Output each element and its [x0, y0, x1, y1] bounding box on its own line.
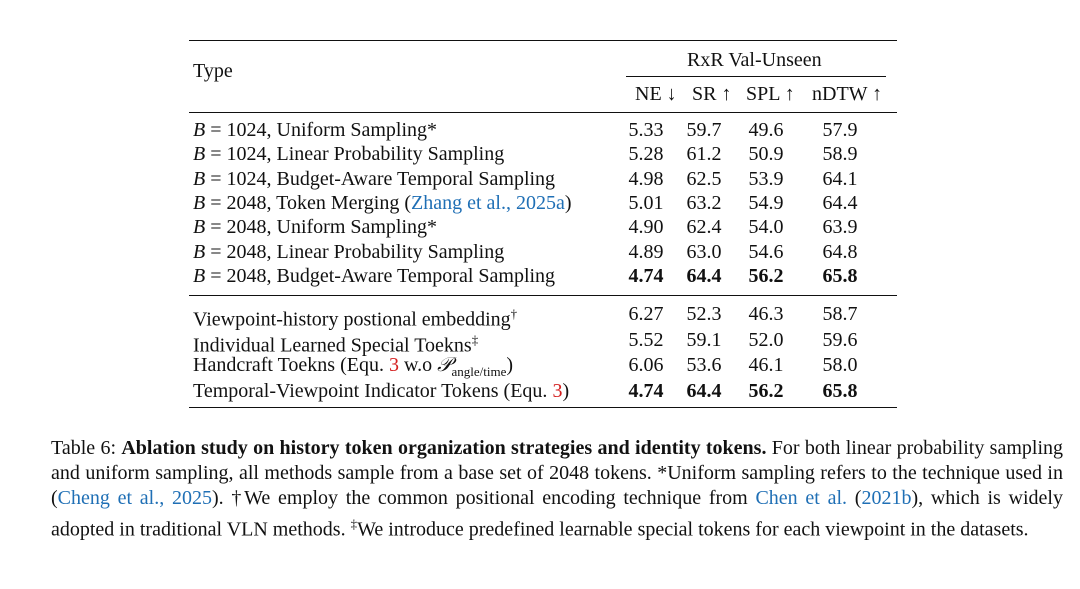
row-label-end: )	[562, 379, 570, 402]
table-cell: 63.9	[822, 216, 858, 239]
row-label-text: = 2048, Uniform Sampling*	[210, 216, 438, 239]
citation-cheng[interactable]: Cheng et al., 2025	[57, 487, 212, 509]
table-cell: 49.6	[748, 119, 784, 141]
top-rule	[189, 40, 897, 41]
table-cell: 63.2	[686, 191, 722, 214]
table-cell: 5.33	[628, 119, 664, 141]
table-cell: 63.0	[686, 240, 722, 263]
col-header-ne: NE ↓	[635, 83, 677, 105]
row-label-text: = 1024, Budget-Aware Temporal Sampling	[210, 167, 556, 190]
table-cell: 64.4	[686, 264, 722, 287]
row-label-text: = 1024, Uniform Sampling*	[210, 119, 438, 141]
bottom-rule	[189, 407, 897, 408]
equation-ref[interactable]: 3	[388, 354, 399, 376]
budget-symbol: B	[193, 167, 206, 190]
table-cell: 57.9	[822, 119, 858, 141]
table-caption	[51, 436, 1063, 543]
table-cell: 65.8	[822, 379, 858, 402]
footnote-mark: †	[510, 306, 518, 321]
col-header-spl: SPL ↑	[746, 83, 795, 105]
header-rule	[189, 112, 897, 113]
budget-symbol: B	[193, 264, 206, 287]
table-cell: 64.8	[822, 240, 858, 263]
row-label-end: )	[564, 191, 572, 214]
table-cell: 5.01	[628, 191, 664, 214]
caption-double-dagger: ‡	[350, 516, 358, 531]
budget-symbol: B	[193, 216, 206, 239]
table-cell: 4.74	[628, 379, 664, 402]
p-symbol: 𝒫	[437, 354, 452, 376]
row-label-text: = 2048, Linear Probability Sampling	[210, 240, 505, 263]
table-cell: 4.90	[628, 216, 664, 239]
table-cell: 52.3	[686, 303, 722, 325]
row-label	[193, 215, 437, 239]
table-cell: 5.52	[628, 328, 664, 351]
row-label-text: = 1024, Linear Probability Sampling	[210, 143, 505, 166]
citation-chen[interactable]: Chen et al.	[755, 487, 848, 509]
table-cell: 53.6	[686, 354, 722, 376]
group-header: RxR Val-Unseen	[687, 49, 822, 71]
table-cell: 6.27	[628, 303, 664, 325]
row-label-mid: w.o	[398, 354, 438, 376]
budget-symbol: B	[193, 191, 206, 214]
table-cell: 50.9	[748, 143, 784, 166]
col-header-sr: SR ↑	[692, 83, 732, 105]
row-label-text: = 2048, Budget-Aware Temporal Sampling	[210, 264, 556, 287]
p-subscript: angle/time	[451, 364, 507, 379]
caption-text-3: (	[847, 487, 862, 509]
budget-symbol: B	[193, 240, 206, 263]
table-cell: 5.28	[628, 143, 664, 166]
type-header: Type	[193, 60, 233, 82]
table-cell: 59.1	[686, 328, 722, 351]
row-label	[193, 118, 437, 142]
table-cell: 64.1	[822, 167, 858, 190]
table-cell: 4.89	[628, 240, 664, 263]
row-label	[193, 379, 569, 403]
citation-zhang[interactable]: Zhang et al., 2025a	[411, 191, 565, 214]
budget-symbol: B	[193, 119, 206, 141]
citation-chen-year[interactable]: 2021b	[861, 487, 912, 509]
table-cell: 46.3	[748, 303, 784, 325]
table-cell: 6.06	[628, 354, 664, 376]
table-cell: 61.2	[686, 143, 722, 166]
col-header-ndtw: nDTW ↑	[812, 83, 883, 105]
caption-text-2: ). †We employ the common positional encoding technique from	[211, 487, 756, 509]
caption-label: Table 6:	[51, 437, 122, 459]
caption-text-1: For both linear probability sampling and uniform sampling, all methods sample from a base set of 2048 tokens. *Uniform sampling refers to the technique used in (	[51, 437, 1063, 509]
row-label-end: )	[506, 354, 514, 376]
table-cell: 46.1	[748, 354, 784, 376]
table-cell: 58.9	[822, 143, 858, 166]
table-cell: 59.6	[822, 328, 858, 351]
footnote-mark: ‡	[471, 331, 479, 347]
table-cell: 62.5	[686, 167, 722, 190]
row-label	[193, 191, 572, 215]
table-cell: 58.0	[822, 354, 858, 376]
caption-text-5: We introduce predefined learnable special tokens for each viewpoint in the datasets.	[357, 518, 1029, 541]
table-cell: 54.9	[748, 191, 784, 214]
table-cell: 58.7	[822, 303, 858, 325]
table-cell: 56.2	[748, 264, 784, 287]
row-label	[193, 240, 504, 264]
row-label-text: Individual Learned Special Toekns	[193, 334, 472, 357]
row-label-text: = 2048, Token Merging (	[210, 191, 412, 214]
row-label-text: Temporal-Viewpoint Indicator Tokens (Equ.	[193, 379, 553, 402]
table-cell: 64.4	[822, 191, 858, 214]
row-label-text: Handcraft Toekns (Equ.	[193, 354, 389, 376]
table-cell: 62.4	[686, 216, 722, 239]
table-cell: 54.6	[748, 240, 784, 263]
row-label	[193, 167, 555, 191]
table-cell: 64.4	[686, 379, 722, 402]
row-label	[193, 264, 555, 288]
row-label	[193, 142, 504, 166]
table-cell: 65.8	[822, 264, 858, 287]
table-cell: 4.74	[628, 264, 664, 287]
equation-ref[interactable]: 3	[552, 379, 563, 402]
table-cell: 4.98	[628, 167, 664, 190]
table-cell: 54.0	[748, 216, 784, 239]
table-cell: 52.0	[748, 328, 784, 351]
caption-title: Ablation study on history token organization strategies and identity tokens.	[121, 437, 767, 459]
caption-text-4: ), which is widely adopted in traditional VLN methods.	[51, 487, 1063, 541]
group-underline	[626, 76, 886, 77]
table-cell: 53.9	[748, 167, 784, 190]
row-label-text: Viewpoint-history postional embedding	[193, 308, 511, 331]
table-cell: 56.2	[748, 379, 784, 402]
table-cell: 59.7	[686, 119, 722, 141]
budget-symbol: B	[193, 143, 206, 166]
section-rule	[189, 295, 897, 296]
